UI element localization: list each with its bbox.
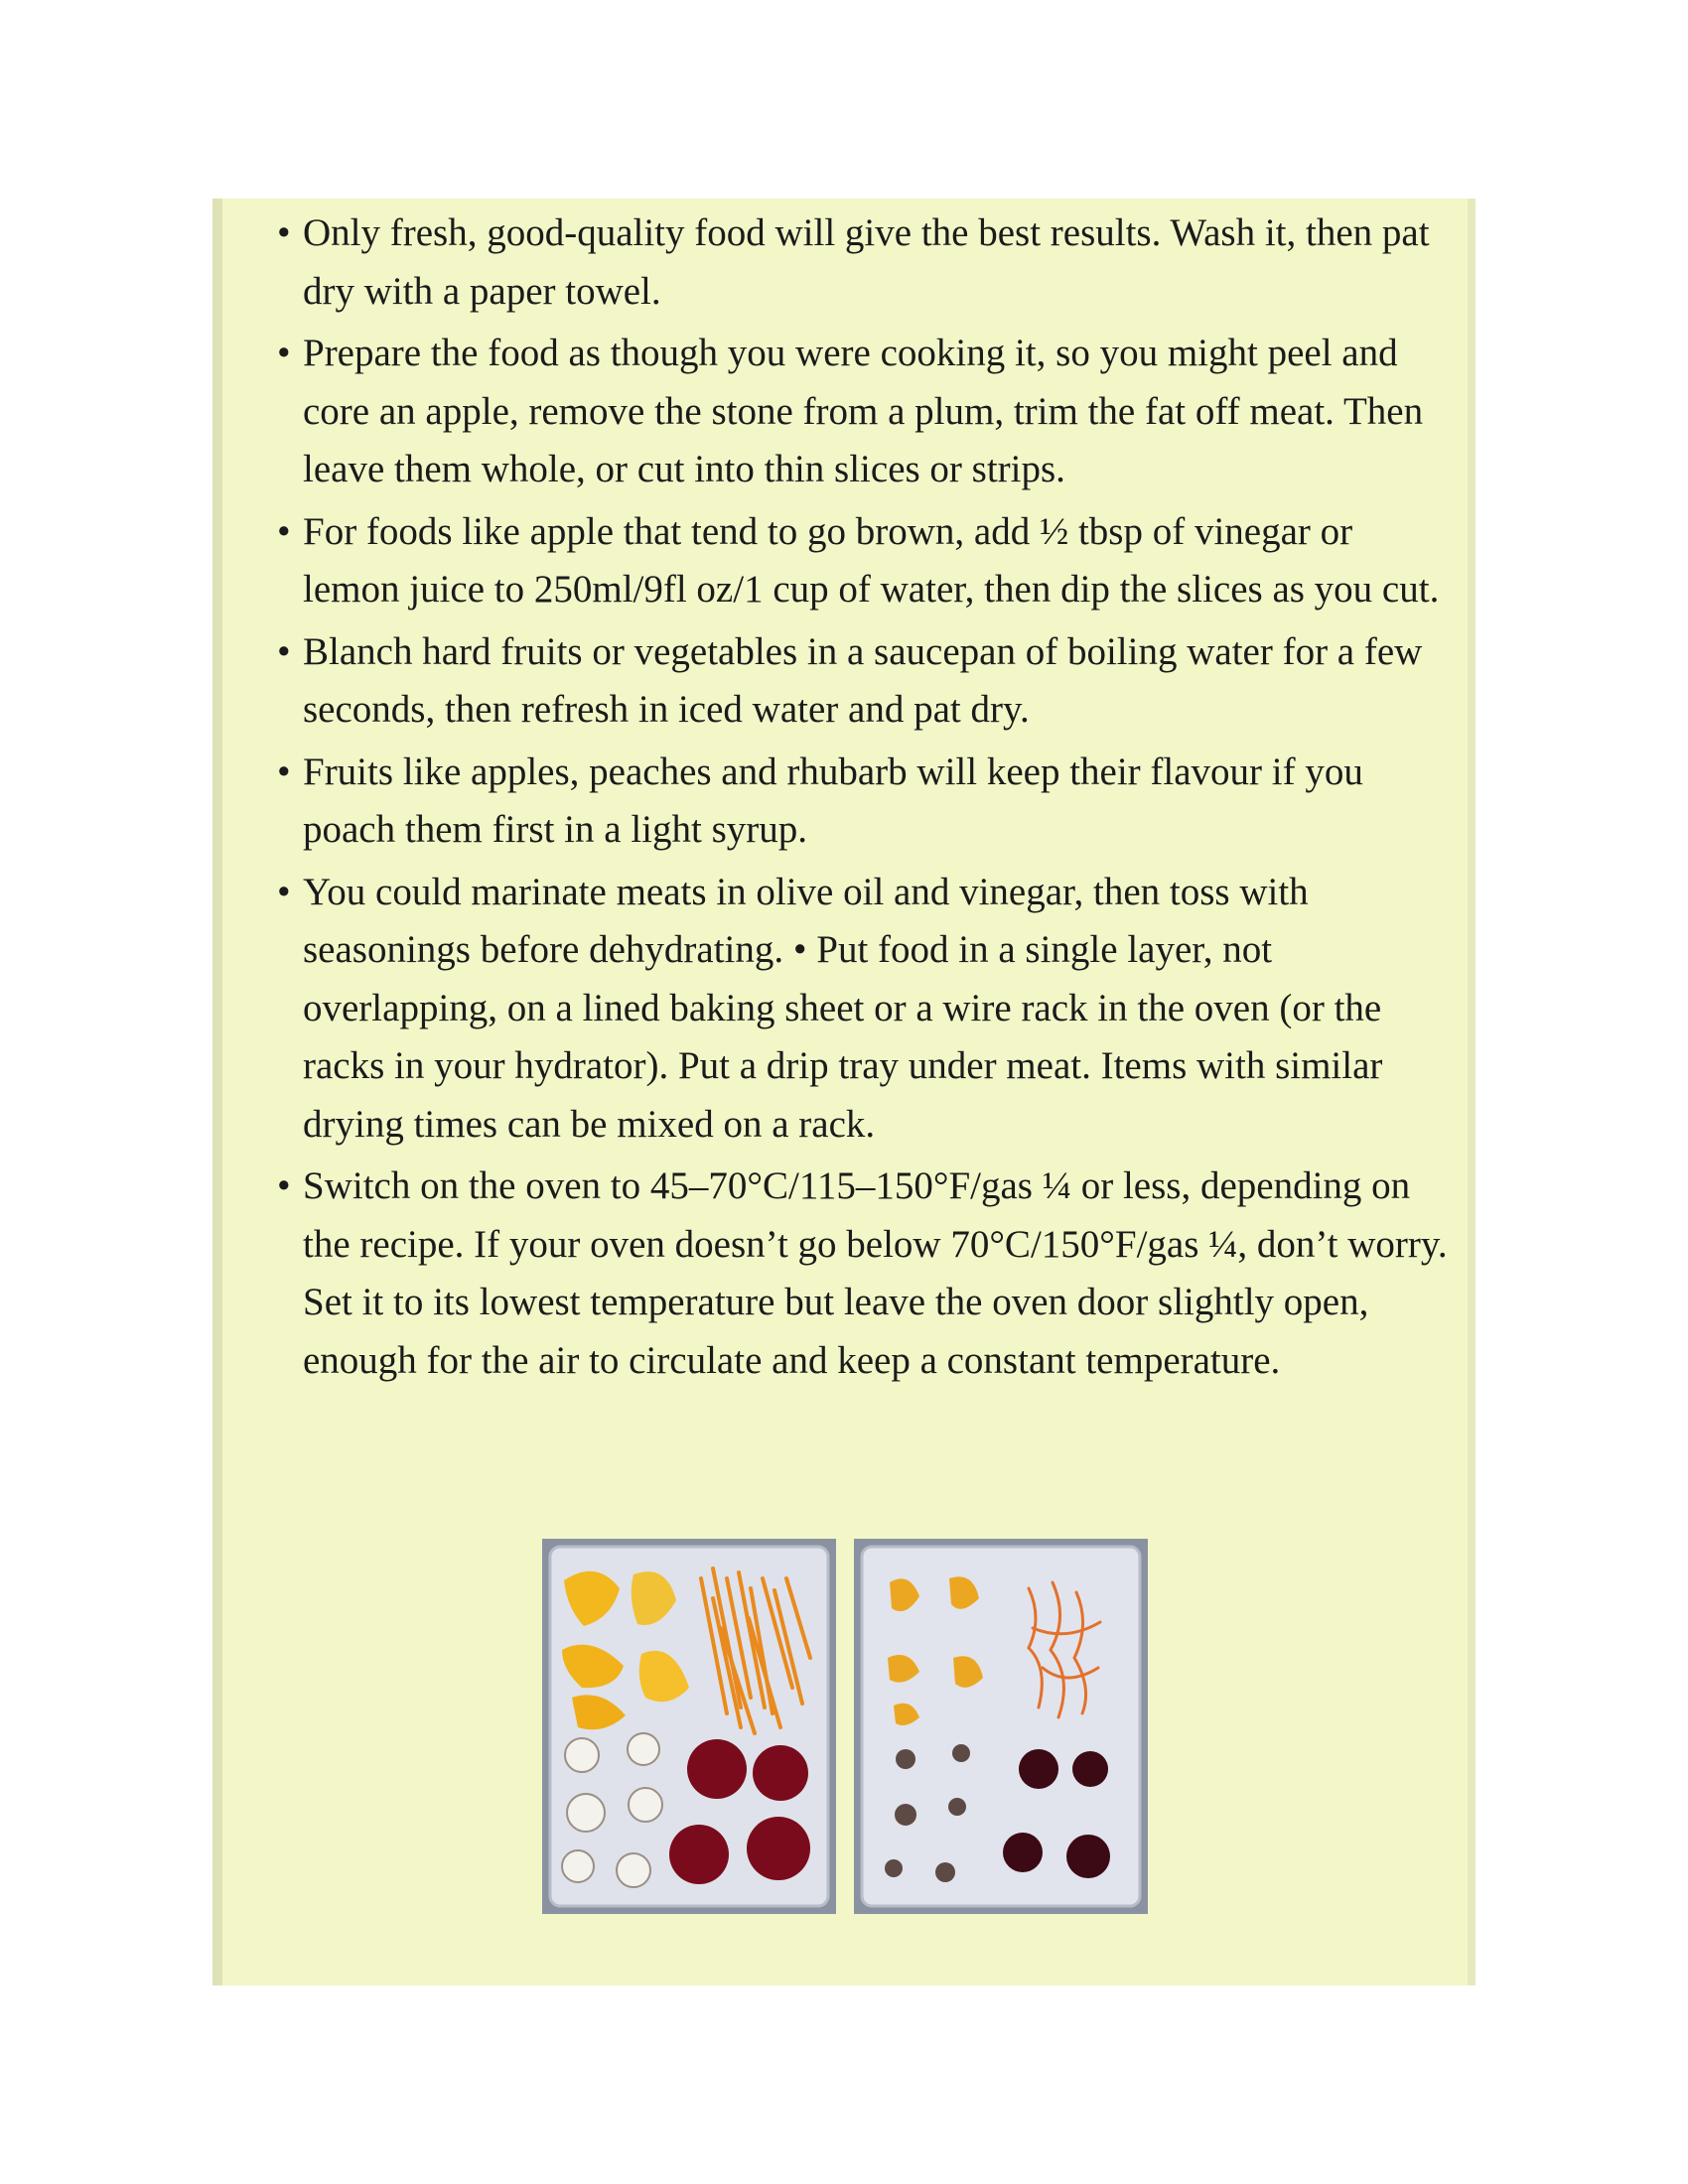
tip-text: Prepare the food as though you were cooking it, so you might peel and core an apple, remove the stone from a plum, trim the fat off meat. Then leave them whole, or cut into thin slices or strips. [303, 332, 1424, 490]
tip-text: You could marinate meats in olive oil and vinegar, then toss with seasonings before dehydrating. • Put food in a single layer, not overlapping, on a lined baking sheet or a wire rack in the oven (or the racks in your hydrator). Put a drip tray under meat. Items with similar drying times can be mixed on a rack. [303, 870, 1383, 1146]
fresh-food-tray-image [542, 1539, 836, 1914]
dried-food-tray-illustration [854, 1539, 1148, 1914]
bullet-icon: • [277, 629, 291, 673]
tip-item [277, 864, 1449, 1155]
tip-text: For foods like apple that tend to go brown, add ½ tbsp of vinegar or lemon juice to 250ml/9fl oz/1 cup of water, then dip the slices as you cut. [303, 509, 1440, 611]
bullet-icon: • [277, 211, 291, 254]
bullet-icon: • [277, 870, 291, 913]
fresh-food-tray-illustration [542, 1539, 836, 1914]
tip-item [277, 744, 1449, 860]
tip-text: Fruits like apples, peaches and rhubarb will keep their flavour if you poach them first in a light syrup. [303, 750, 1363, 851]
food-photos [542, 1539, 1148, 1916]
bullet-icon: • [277, 332, 291, 374]
tip-text: Switch on the oven to 45–70°C/115–150°F/gas ¼ or less, depending on the recipe. If your oven doesn’t go below 70°C/150°F/gas ¼, don’t worry. Set it to its lowest temperature but leave the oven door slightly open, enough for the air to circulate and keep a constant temperature. [303, 1164, 1448, 1382]
tips-list [277, 205, 1449, 1394]
bullet-icon: • [277, 1164, 291, 1207]
tip-item [277, 623, 1449, 740]
tip-item [277, 325, 1449, 499]
tip-item [277, 1158, 1449, 1390]
content-panel [212, 199, 1476, 1985]
tip-text: Blanch hard fruits or vegetables in a saucepan of boiling water for a few seconds, then refresh in iced water and pat dry. [303, 629, 1423, 731]
bullet-icon: • [277, 509, 291, 553]
tip-item [277, 205, 1449, 321]
tip-text: Only fresh, good-quality food will give the best results. Wash it, then pat dry with a paper towel. [303, 211, 1430, 313]
bullet-icon: • [277, 750, 291, 793]
tip-item [277, 503, 1449, 619]
dried-food-tray-image [854, 1539, 1148, 1914]
